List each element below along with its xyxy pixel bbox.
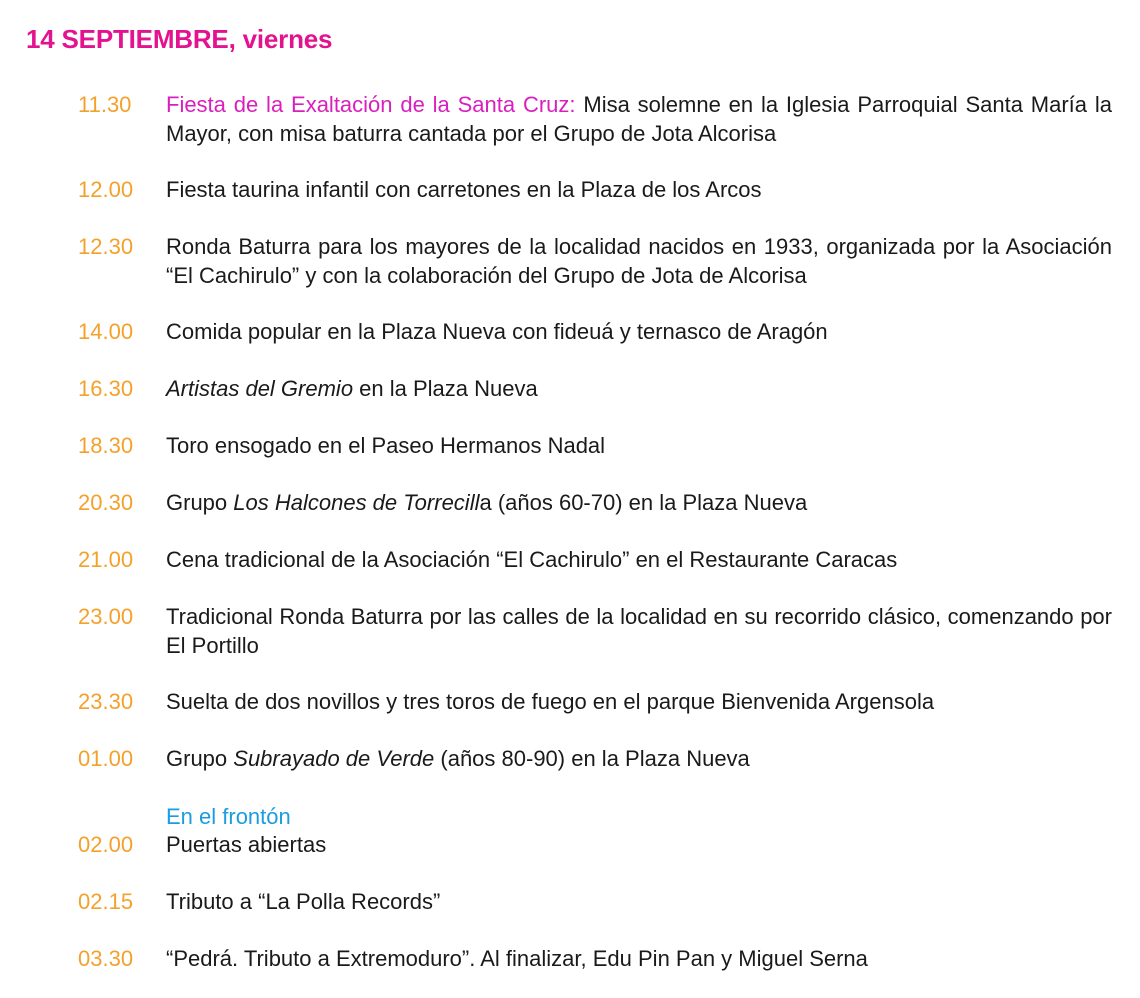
event-italic: Subrayado de Verde bbox=[233, 746, 435, 771]
event-text: Ronda Baturra para los mayores de la localidad nacidos en 1933, organizada por la Asociación “El Cachirulo” y con la colaboración del Grupo de Jota de Alcorisa bbox=[166, 234, 1112, 288]
event-description bbox=[166, 90, 1112, 148]
event-time: 12.30 bbox=[78, 234, 134, 259]
event-description bbox=[166, 317, 1112, 346]
event-time: 21.00 bbox=[78, 547, 134, 572]
event-text: Cena tradicional de la Asociación “El Cachirulo” en el Restaurante Caracas bbox=[166, 547, 898, 572]
event-time: 12.00 bbox=[78, 177, 134, 202]
day-title: 14 SEPTIEMBRE, viernes bbox=[26, 24, 333, 54]
event-highlight: Fiesta de la Exaltación de la Santa Cruz: bbox=[166, 92, 576, 117]
event-description bbox=[166, 744, 1112, 773]
event-text: Tributo a “La Polla Records” bbox=[166, 889, 441, 914]
event-pre: Grupo bbox=[166, 490, 234, 515]
event-italic: Los Halcones de Torrecill bbox=[233, 490, 480, 515]
event-pre: Grupo bbox=[166, 746, 234, 771]
event-description bbox=[166, 687, 1112, 716]
event-time: 20.30 bbox=[78, 490, 134, 515]
event-time: 16.30 bbox=[78, 376, 134, 401]
event-time: 18.30 bbox=[78, 433, 134, 458]
event-time: 23.00 bbox=[78, 604, 134, 629]
event-description bbox=[166, 830, 1112, 859]
event-text: Misa solemne en la Iglesia Parroquial Santa María la Mayor, con misa baturra cantada por el Grupo de Jota Alcorisa bbox=[166, 92, 1112, 146]
event-text: Suelta de dos novillos y tres toros de fuego en el parque Bienvenida Argensola bbox=[166, 689, 935, 714]
event-text: Comida popular en la Plaza Nueva con fideuá y ternasco de Aragón bbox=[166, 319, 828, 344]
event-description bbox=[166, 431, 1112, 460]
event-time: 02.00 bbox=[78, 832, 134, 857]
event-time: 14.00 bbox=[78, 319, 134, 344]
event-text: Fiesta taurina infantil con carretones en la Plaza de los Arcos bbox=[166, 177, 762, 202]
event-time: 11.30 bbox=[78, 92, 132, 117]
event-description bbox=[166, 232, 1112, 290]
event-time: 23.30 bbox=[78, 689, 134, 714]
event-description bbox=[166, 602, 1112, 660]
event-text: Tradicional Ronda Baturra por las calles de la localidad en su recorrido clásico, comenzando por El Portillo bbox=[166, 604, 1112, 658]
event-italic: Artistas del Gremio bbox=[166, 376, 354, 401]
event-text: en la Plaza Nueva bbox=[353, 376, 538, 401]
event-text: Puertas abiertas bbox=[166, 832, 327, 857]
event-description bbox=[166, 374, 1112, 403]
event-text: (años 80-90) en la Plaza Nueva bbox=[434, 746, 750, 771]
event-description bbox=[166, 887, 1112, 916]
event-text: a (años 60-70) en la Plaza Nueva bbox=[479, 490, 808, 515]
event-time: 01.00 bbox=[78, 746, 134, 771]
event-description bbox=[166, 944, 1112, 973]
event-description bbox=[166, 488, 1112, 517]
event-description bbox=[166, 175, 1112, 204]
event-time: 03.30 bbox=[78, 946, 134, 971]
event-text: Toro ensogado en el Paseo Hermanos Nadal bbox=[166, 433, 606, 458]
section-label-fronton: En el frontón bbox=[166, 804, 291, 829]
event-text: “Pedrá. Tributo a Extremoduro”. Al finalizar, Edu Pin Pan y Miguel Serna bbox=[166, 946, 868, 971]
event-time: 02.15 bbox=[78, 889, 134, 914]
event-description bbox=[166, 545, 1112, 574]
